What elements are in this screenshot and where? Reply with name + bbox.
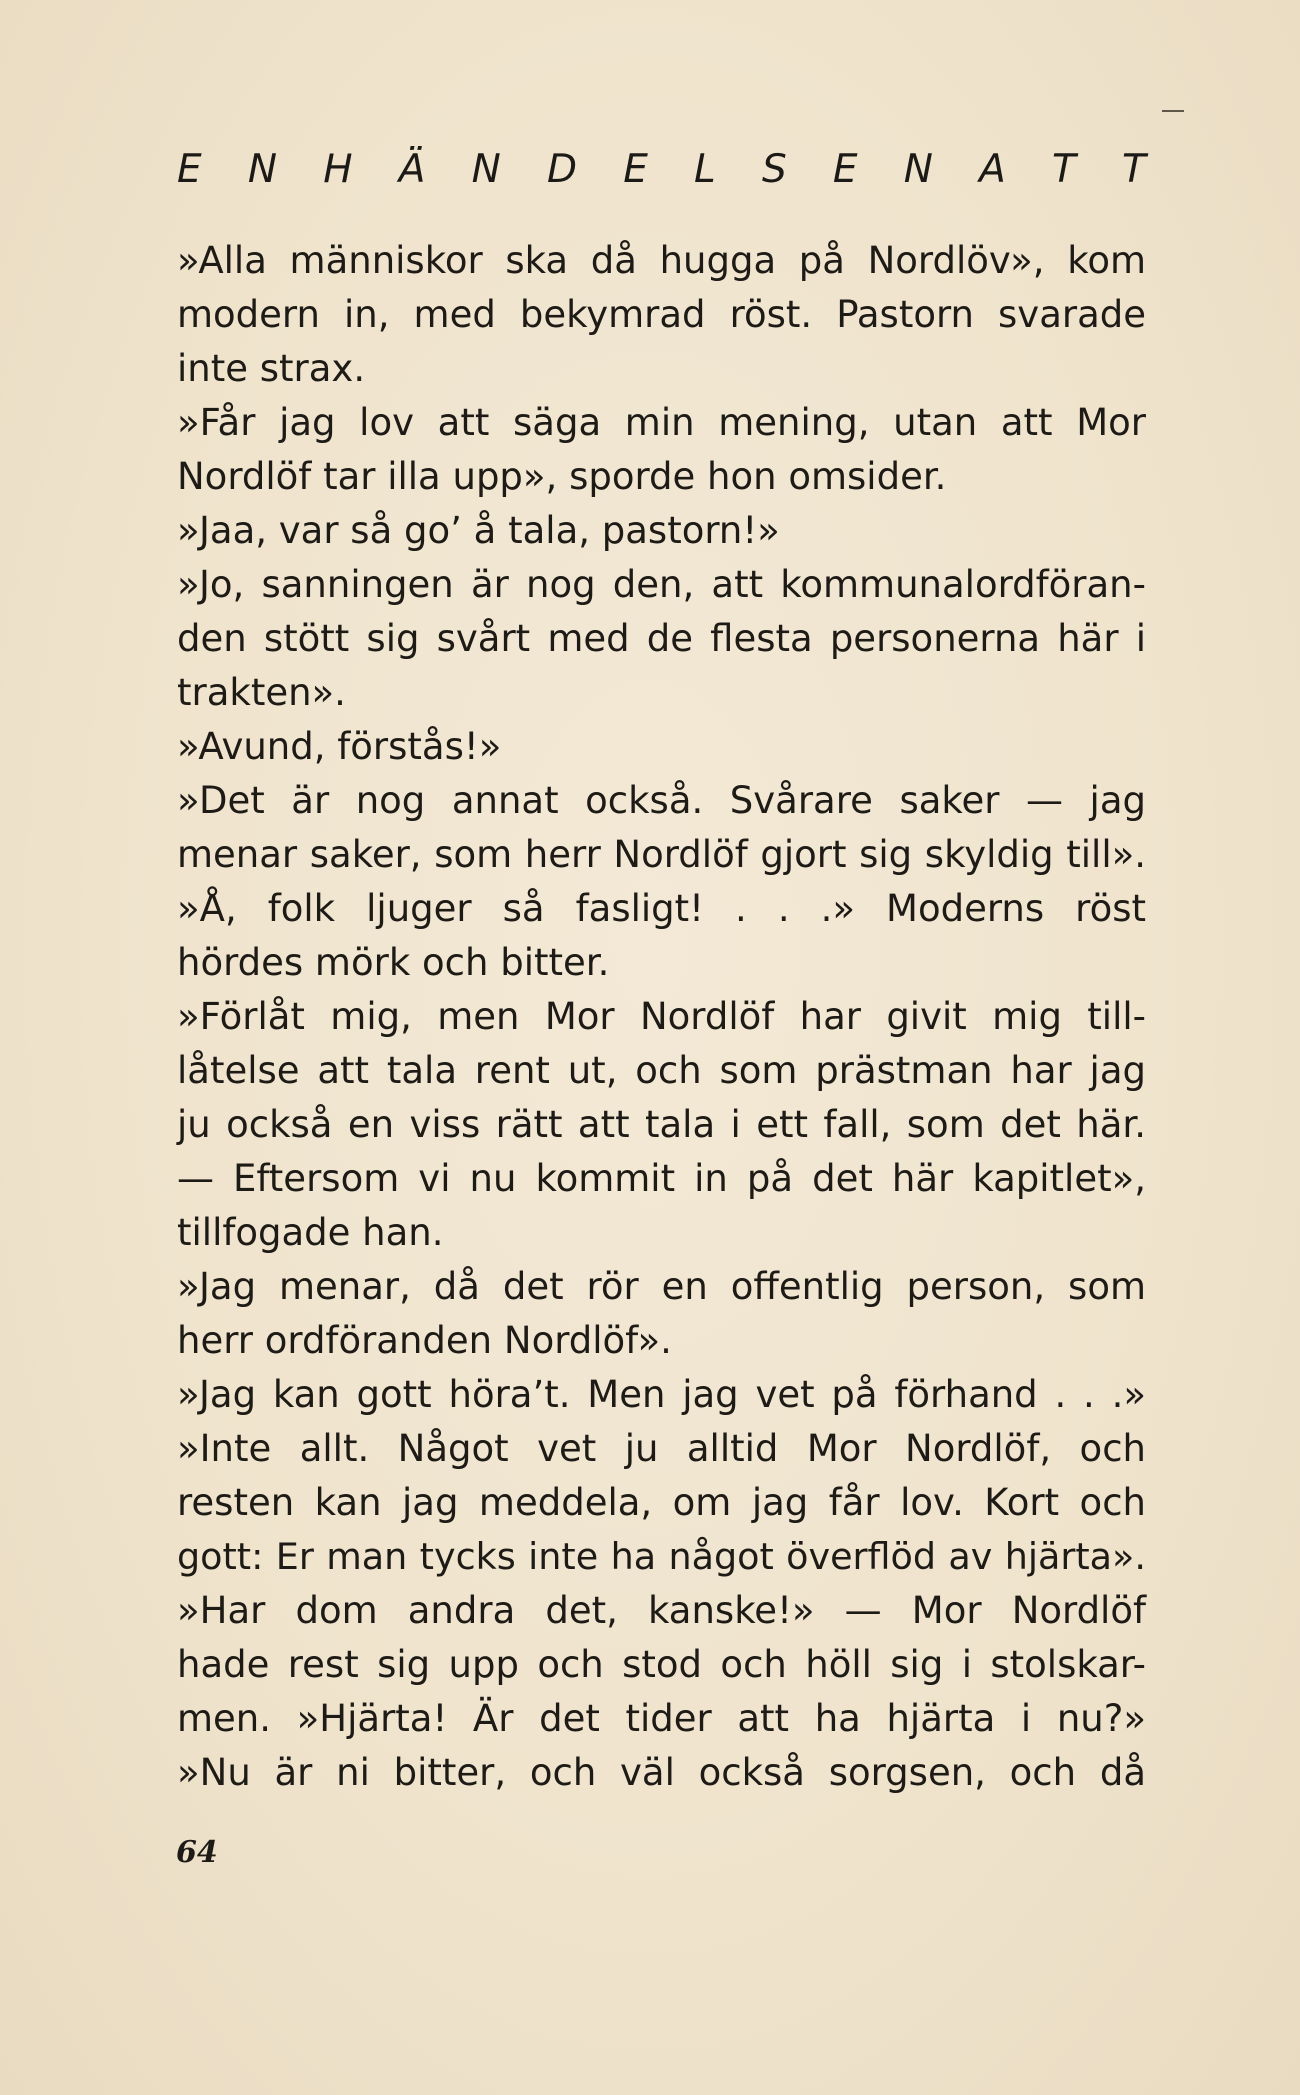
- running-head-letter: Ä: [398, 147, 426, 192]
- text-line: »Å, folk ljuger så fasligt! . . .» Moderns röst: [177, 887, 1146, 930]
- text-line: »Får jag lov att säga min mening, utan att Mor: [177, 401, 1146, 444]
- text-line: resten kan jag meddela, om jag får lov. Kort och: [177, 1481, 1146, 1524]
- running-head-letter: L: [694, 147, 716, 192]
- text-line: inte strax.: [177, 347, 366, 390]
- text-line: hördes mörk och bitter.: [177, 941, 610, 984]
- text-line: »Det är nog annat också. Svårare saker — jag: [177, 779, 1146, 822]
- text-line: låtelse att tala rent ut, och som prästman har jag: [177, 1049, 1146, 1092]
- running-head-letter: E: [623, 147, 648, 192]
- text-line: den stött sig svårt med de flesta personerna här i: [177, 617, 1146, 660]
- text-line: modern in, med bekymrad röst. Pastorn svarade: [177, 293, 1146, 336]
- running-head-letter: T: [1052, 147, 1076, 192]
- running-head-letter: S: [761, 147, 787, 192]
- text-line: trakten».: [177, 671, 346, 714]
- text-line: menar saker, som herr Nordlöf gjort sig skyldig till».: [177, 833, 1146, 876]
- running-head-letter: A: [979, 147, 1006, 192]
- text-line: Nordlöf tar illa upp», sporde hon omsider.: [177, 455, 947, 498]
- text-line: »Inte allt. Något vet ju alltid Mor Nordlöf, och: [177, 1427, 1146, 1470]
- text-line: »Avund, förstås!»: [177, 725, 502, 768]
- text-line: ju också en viss rätt att tala i ett fall, som det här.: [177, 1103, 1146, 1146]
- running-head-letter: E: [177, 147, 202, 192]
- running-head-letter: N: [903, 147, 933, 192]
- text-line: men. »Hjärta! Är det tider att ha hjärta i nu?»: [177, 1697, 1146, 1740]
- running-head-letter: T: [1122, 147, 1146, 192]
- text-line: »Jaa, var så go’ å tala, pastorn!»: [177, 509, 780, 552]
- page-number: 64: [176, 1835, 218, 1870]
- text-line: gott: Er man tycks inte ha något överflöd av hjärta».: [177, 1535, 1146, 1578]
- text-line: »Jag menar, då det rör en offentlig person, som: [177, 1265, 1146, 1308]
- text-line: »Nu är ni bitter, och väl också sorgsen, och då: [177, 1751, 1146, 1794]
- text-line: tillfogade han.: [177, 1211, 444, 1254]
- text-line: »Jag kan gott höra’t. Men jag vet på förhand . . .»: [177, 1373, 1146, 1416]
- running-head-letter: N: [471, 147, 501, 192]
- running-head-letter: D: [546, 147, 578, 192]
- text-line: — Eftersom vi nu kommit in på det här kapitlet»,: [177, 1157, 1146, 1200]
- text-line: »Har dom andra det, kanske!» — Mor Nordlöf: [177, 1589, 1146, 1632]
- running-head-letter: H: [323, 147, 353, 192]
- running-head-letter: N: [247, 147, 278, 192]
- page-mark: [1162, 110, 1184, 112]
- text-line: »Jo, sanningen är nog den, att kommunalordföran-: [177, 563, 1146, 606]
- text-line: »Alla människor ska då hugga på Nordlöv», kom: [177, 239, 1146, 282]
- running-head-letter: E: [832, 147, 858, 192]
- running-head: [177, 147, 1146, 192]
- text-line: herr ordföranden Nordlöf».: [177, 1319, 672, 1362]
- body-text: [177, 234, 1146, 1800]
- text-line: hade rest sig upp och stod och höll sig i stolskar-: [177, 1643, 1146, 1686]
- text-line: »Förlåt mig, men Mor Nordlöf har givit mig till-: [177, 995, 1146, 1038]
